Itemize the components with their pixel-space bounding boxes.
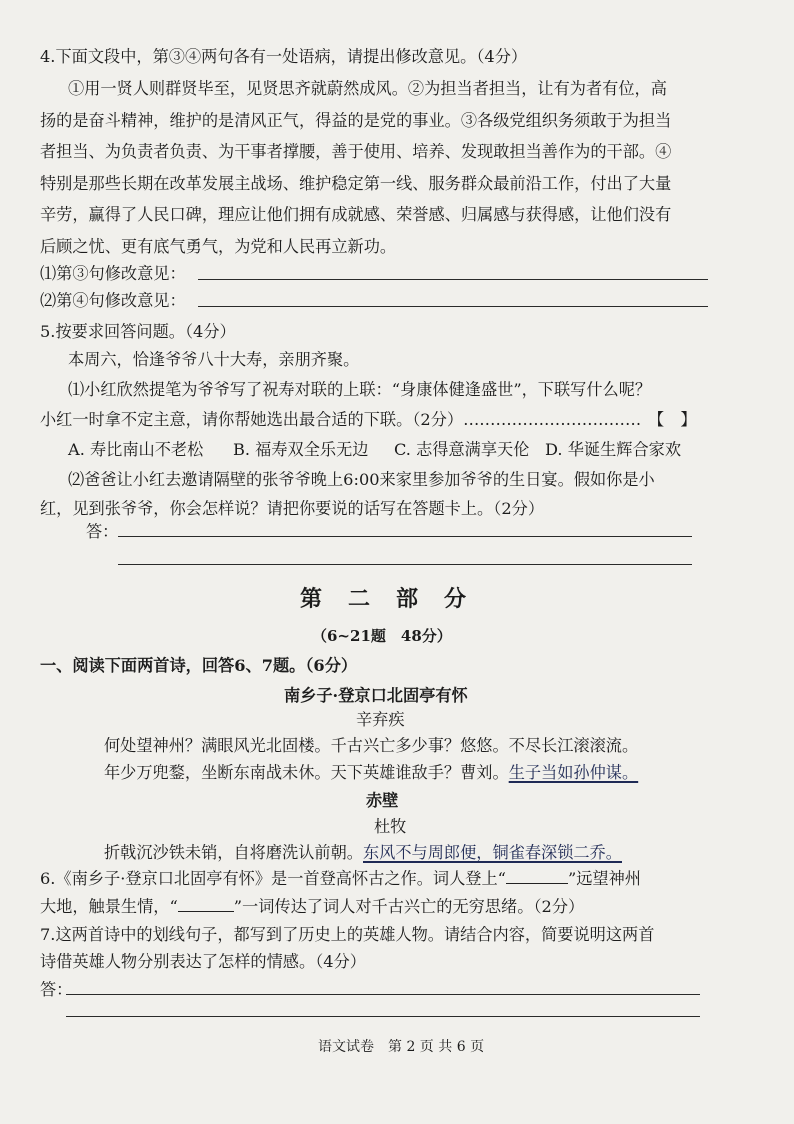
q4-passage-line: ①用一贤人则群贤毕至，见贤思齐就蔚然成风。②为担当者担当，让有为者有位，高 bbox=[68, 79, 667, 98]
q6-blank-2[interactable] bbox=[178, 897, 234, 912]
q4-answer1-label: ⑴第③句修改意见： bbox=[40, 264, 186, 283]
q5-sub1-line1: ⑴小红欣然提笔为爷爷写了祝寿对联的上联：“身康体健逢盛世”，下联写什么呢？ bbox=[68, 380, 652, 399]
q4-stem: 4.下面文段中，第③④两句各有一处语病，请提出修改意见。（4分） bbox=[40, 47, 528, 66]
poem1-underlined-sentence: 生子当如孙仲谋。 bbox=[508, 763, 639, 782]
q4-passage-line: 者担当、为负责者负责、为干事者撑腰，善于使用、培养、发现敢担当善作为的干部。④ bbox=[40, 142, 672, 161]
q4-answer2-line[interactable] bbox=[198, 306, 708, 307]
poem1-author: 辛弃疾 bbox=[356, 710, 405, 729]
part2-range: （6~21题 48分） bbox=[312, 627, 452, 645]
q4-answer1-line[interactable] bbox=[198, 279, 708, 280]
q5-stem: 5.按要求回答问题。（4分） bbox=[40, 322, 236, 341]
q5-option-c: C. 志得意满享天伦 bbox=[394, 440, 530, 459]
q5-sub1-line2: 小红一时拿不定主意，请你帮她选出最合适的下联。（2分）…………………………… bbox=[40, 410, 642, 429]
q7-line2: 诗借英雄人物分别表达了怎样的情感。（4分） bbox=[40, 952, 366, 971]
q5-sub2-line1: ⑵爸爸让小红去邀请隔壁的张爷爷晚上6:00来家里参加爷爷的生日宴。假如你是小 bbox=[68, 470, 655, 489]
q5-answer-line-1[interactable] bbox=[118, 536, 692, 537]
poem1-title: 南乡子·登京口北固亭有怀 bbox=[284, 686, 468, 705]
poem1-line2-plain: 年少万兜鍪，坐断东南战未休。天下英雄谁敌手？曹刘。 bbox=[104, 763, 509, 782]
q6-blank-1[interactable] bbox=[506, 869, 568, 884]
poem1-line2 bbox=[104, 763, 638, 783]
q5-intro: 本周六，恰逢爷爷八十大寿，亲朋齐聚。 bbox=[68, 350, 360, 369]
page-footer: 语文试卷 第 2 页 共 6 页 bbox=[318, 1039, 485, 1055]
q7-line1: 7.这两首诗中的划线句子，都写到了历史上的英雄人物。请结合内容，简要说明这两首 bbox=[40, 925, 655, 944]
q6-text-part2: ”远望神州 bbox=[567, 869, 641, 888]
poem2-line-plain: 折戟沉沙铁未销，自将磨洗认前朝。 bbox=[104, 843, 363, 862]
q6-text-part3: 大地，触景生情，“ bbox=[40, 897, 178, 916]
q4-passage-line: 扬的是奋斗精神，维护的是清风正气，得益的是党的事业。③各级党组织务须敢于为担当 bbox=[40, 111, 672, 130]
q5-sub2-line2: 红，见到张爷爷，你会怎样说？请把你要说的话写在答题卡上。（2分） bbox=[40, 499, 545, 518]
q6-line2 bbox=[40, 897, 584, 917]
poem2-line bbox=[104, 843, 622, 863]
q4-answer2-label: ⑵第④句修改意见： bbox=[40, 291, 186, 310]
q7-answer-line-1[interactable] bbox=[66, 994, 700, 995]
q5-answer-bracket[interactable]: 【 】 bbox=[648, 410, 697, 429]
poem1-line1: 何处望神州？满眼风光北固楼。千古兴亡多少事？悠悠。不尽长江滚滚流。 bbox=[104, 736, 639, 755]
q5-option-d: D. 华诞生辉合家欢 bbox=[545, 440, 682, 459]
q4-passage-line: 后顾之忧、更有底气勇气，为党和人民再立新功。 bbox=[40, 237, 397, 256]
q5-option-b: B. 福寿双全乐无边 bbox=[233, 440, 369, 459]
q6-line1 bbox=[40, 869, 641, 889]
part2-title: 第二部分 bbox=[300, 586, 493, 612]
q6-text-part4: ”一词传达了词人对千古兴亡的无穷思绪。（2分） bbox=[233, 897, 585, 916]
poem2-author: 杜牧 bbox=[374, 817, 407, 836]
section1-stem: 一、阅读下面两首诗，回答6、7题。（6分） bbox=[40, 656, 358, 675]
q5-option-a: A. 寿比南山不老松 bbox=[68, 440, 204, 459]
q7-answer-line-2[interactable] bbox=[66, 1016, 700, 1017]
q6-text-part1: 6.《南乡子·登京口北固亭有怀》是一首登高怀古之作。词人登上“ bbox=[40, 869, 506, 888]
q5-answer-label: 答： bbox=[86, 522, 119, 541]
poem2-title: 赤壁 bbox=[366, 791, 399, 810]
q4-passage-line: 特别是那些长期在改革发展主战场、维护稳定第一线、服务群众最前沿工作，付出了大量 bbox=[40, 174, 672, 193]
q7-answer-label: 答： bbox=[40, 980, 73, 999]
q5-answer-line-2[interactable] bbox=[118, 564, 692, 565]
q4-passage-line: 辛劳，赢得了人民口碑，理应让他们拥有成就感、荣誉感、归属感与获得感，让他们没有 bbox=[40, 205, 672, 224]
poem2-underlined-sentence: 东风不与周郎便，铜雀春深锁二乔。 bbox=[363, 843, 622, 862]
